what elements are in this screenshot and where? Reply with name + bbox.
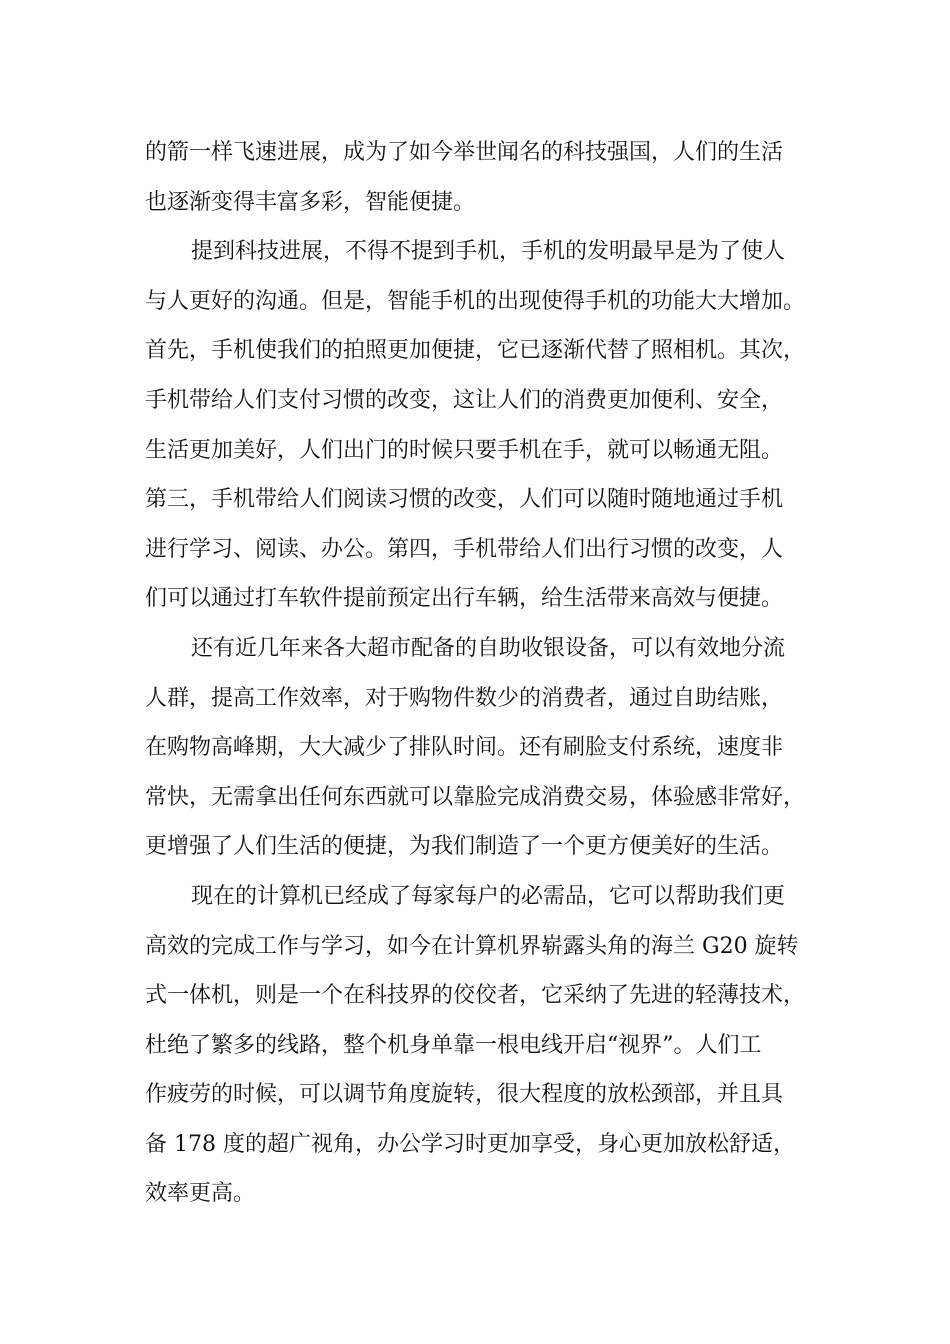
text-line: 杜绝了繁多的线路，整个机身单靠一根电线开启“视界”。人们工 bbox=[145, 1032, 762, 1058]
text-line: 人群，提高工作效率，对于购物件数少的消费者，通过自助结账， bbox=[145, 685, 784, 711]
text-line: 进行学习、阅读、办公。第四，手机带给人们出行习惯的改变，人 bbox=[145, 536, 784, 562]
text-line: 们可以通过打车软件提前预定出行车辆，给生活带来高效与便捷。 bbox=[145, 586, 784, 612]
text-line: 备 178 度的超广视角，办公学习时更加享受，身心更加放松舒适， bbox=[145, 1131, 795, 1157]
text-line: 还有近几年来各大超市配备的自助收银设备，可以有效地分流 bbox=[191, 635, 786, 661]
body-text bbox=[145, 128, 825, 1219]
text-line: 与人更好的沟通。但是，智能手机的出现使得手机的功能大大增加。 bbox=[145, 288, 806, 314]
text-line: 在购物高峰期，大大减少了排队时间。还有刷脸支付系统，速度非 bbox=[145, 735, 784, 761]
text-line: 手机带给人们支付习惯的改变，这让人们的消费更加便利、安全， bbox=[145, 387, 784, 413]
text-line: 作疲劳的时候，可以调节角度旋转，很大程度的放松颈部，并且具 bbox=[145, 1082, 784, 1108]
text-line: 第三，手机带给人们阅读习惯的改变，人们可以随时随地通过手机 bbox=[145, 487, 784, 513]
text-line: 更增强了人们生活的便捷，为我们制造了一个更方便美好的生活。 bbox=[145, 834, 784, 860]
text-line: 也逐渐变得丰富多彩，智能便捷。 bbox=[145, 189, 476, 215]
text-line: 效率更高。 bbox=[145, 1181, 256, 1207]
text-line: 首先，手机使我们的拍照更加便捷，它已逐渐代替了照相机。其次， bbox=[145, 338, 806, 364]
text-line: 生活更加美好，人们出门的时候只要手机在手，就可以畅通无阻。 bbox=[145, 437, 784, 463]
text-line: 高效的完成工作与学习，如今在计算机界崭露头角的海兰 G20 旋转 bbox=[145, 933, 799, 959]
text-line: 常快，无需拿出任何东西就可以靠脸完成消费交易，体验感非常好， bbox=[145, 784, 806, 810]
text-line: 提到科技进展，不得不提到手机，手机的发明最早是为了使人 bbox=[191, 239, 786, 265]
text-line: 式一体机，则是一个在科技界的佼佼者，它采纳了先进的轻薄技术， bbox=[145, 983, 806, 1009]
text-line: 现在的计算机已经成了每家每户的必需品，它可以帮助我们更 bbox=[191, 883, 786, 909]
text-line: 的箭一样飞速进展，成为了如今举世闻名的科技强国，人们的生活 bbox=[145, 140, 784, 165]
